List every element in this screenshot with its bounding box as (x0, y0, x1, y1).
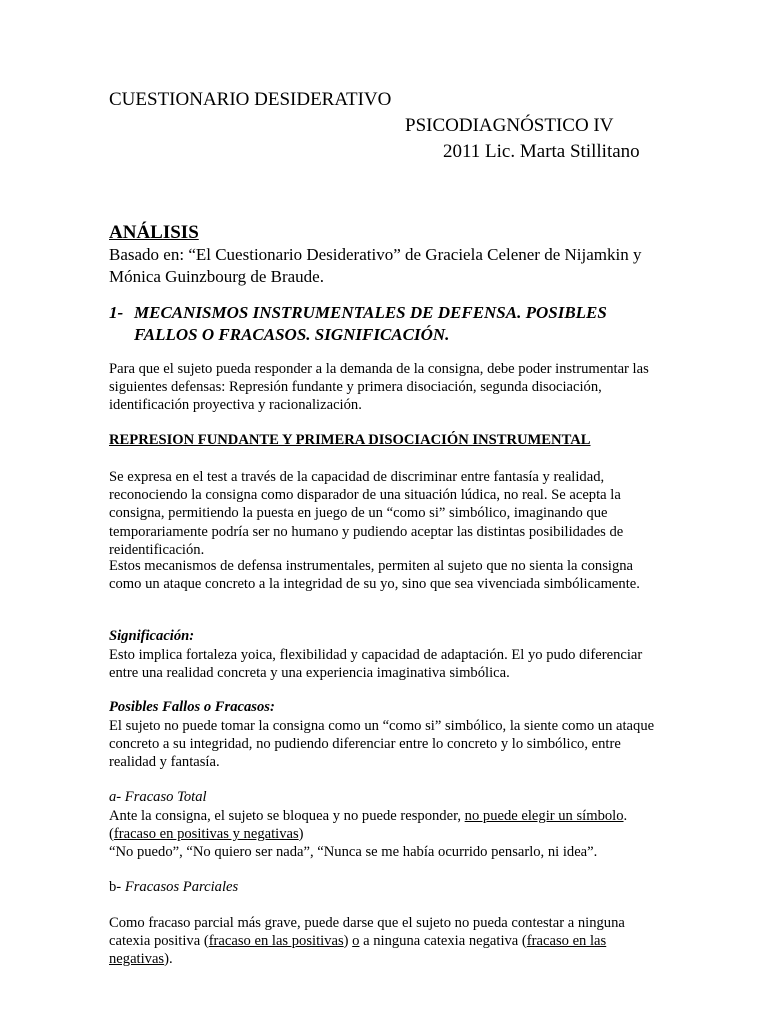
fallos-paragraph: El sujeto no puede tomar la consigna como un “como si” simbólico, la siente como un ataque concreto a su integridad, no pudiendo diferenciar entre lo concreto y lo simbólico, entre realidad y fantasía. (109, 718, 655, 771)
section-heading (109, 302, 669, 346)
year-author: 2011 Lic. Marta Stillitano (443, 141, 640, 162)
subheading-represion: REPRESION FUNDANTE Y PRIMERA DISOCIACIÓN INSTRUMENTAL (109, 432, 591, 448)
label-text: Fracasos Parciales (124, 879, 239, 895)
text-run: Ante la consigna, el sujeto se bloquea y no puede responder, (109, 808, 465, 824)
text-run: Como fracaso parcial más grave, puede darse que el sujeto no pueda contestar a ninguna catexia positiva ( (109, 915, 625, 950)
underlined-run: no puede elegir un símbolo (464, 808, 624, 824)
underlined-run: o (352, 933, 360, 950)
significacion-paragraph: Esto implica fortaleza yoica, flexibilidad y capacidad de adaptación. El yo pudo diferenciar entre una realidad concreta y una experiencia imaginativa simbólica. (109, 647, 643, 682)
underlined-run: fracaso en positivas y negativas (113, 826, 299, 843)
section-title: MECANISMOS INSTRUMENTALES DE DEFENSA. POSIBLES FALLOS O FRACASOS. SIGNIFICACIÓN. (134, 303, 607, 344)
analysis-heading: ANÁLISIS (109, 222, 199, 243)
text-run: ) (343, 933, 353, 950)
label-prefix: b- (109, 879, 125, 895)
mecanismos-paragraph: Estos mecanismos de defensa instrumentales, permiten al sujeto que no sienta la consigna como un ataque concreto a la integridad de su yo, sino que sea vivenciada simbólicamente. (109, 558, 640, 593)
fracasos-parciales-label (109, 879, 238, 896)
significacion-label: Significación: (109, 628, 195, 644)
text-run: a ninguna catexia negativa ( (359, 933, 527, 950)
document-title: CUESTIONARIO DESIDERATIVO (109, 89, 392, 110)
fracaso-parcial-paragraph (109, 914, 669, 969)
based-on-text: Basado en: “El Cuestionario Desiderativo” de Graciela Celener de Nijamkin y Mónica Guinzbourg de Braude. (109, 245, 642, 286)
fracaso-total-paragraph (109, 807, 669, 843)
underlined-run: fracaso en las negativas (109, 933, 607, 968)
text-run: . ( (109, 808, 628, 843)
course-name: PSICODIAGNÓSTICO IV (405, 115, 614, 136)
underlined-run: fracaso en las positivas (208, 933, 344, 950)
fracaso-total-label: a- Fracaso Total (109, 789, 207, 805)
expresa-paragraph: Se expresa en el test a través de la capacidad de discriminar entre fantasía y realidad, reconociendo la consigna como disparador de una situación lúdica, no real. Se acepta la consigna, permitiendo la puesta en juego de un “como si” simbólico, imaginando que temporariamente podría ser no humano y pudiendo aceptar las distintas posibilidades de reidentificación. (109, 469, 624, 558)
fallos-label: Posibles Fallos o Fracasos: (109, 699, 275, 715)
fracaso-total-quotes: “No puedo”, “No quiero ser nada”, “Nunca se me había ocurrido pensarlo, ni idea”. (109, 844, 598, 860)
intro-paragraph: Para que el sujeto pueda responder a la demanda de la consigna, debe poder instrumentar las siguientes defensas: Represión fundante y primera disociación, segunda disociación, identificación proyectiva y racionalización. (109, 361, 649, 414)
text-run: ) (298, 826, 304, 843)
text-run: ). (164, 951, 173, 968)
section-number: 1- (109, 303, 124, 322)
